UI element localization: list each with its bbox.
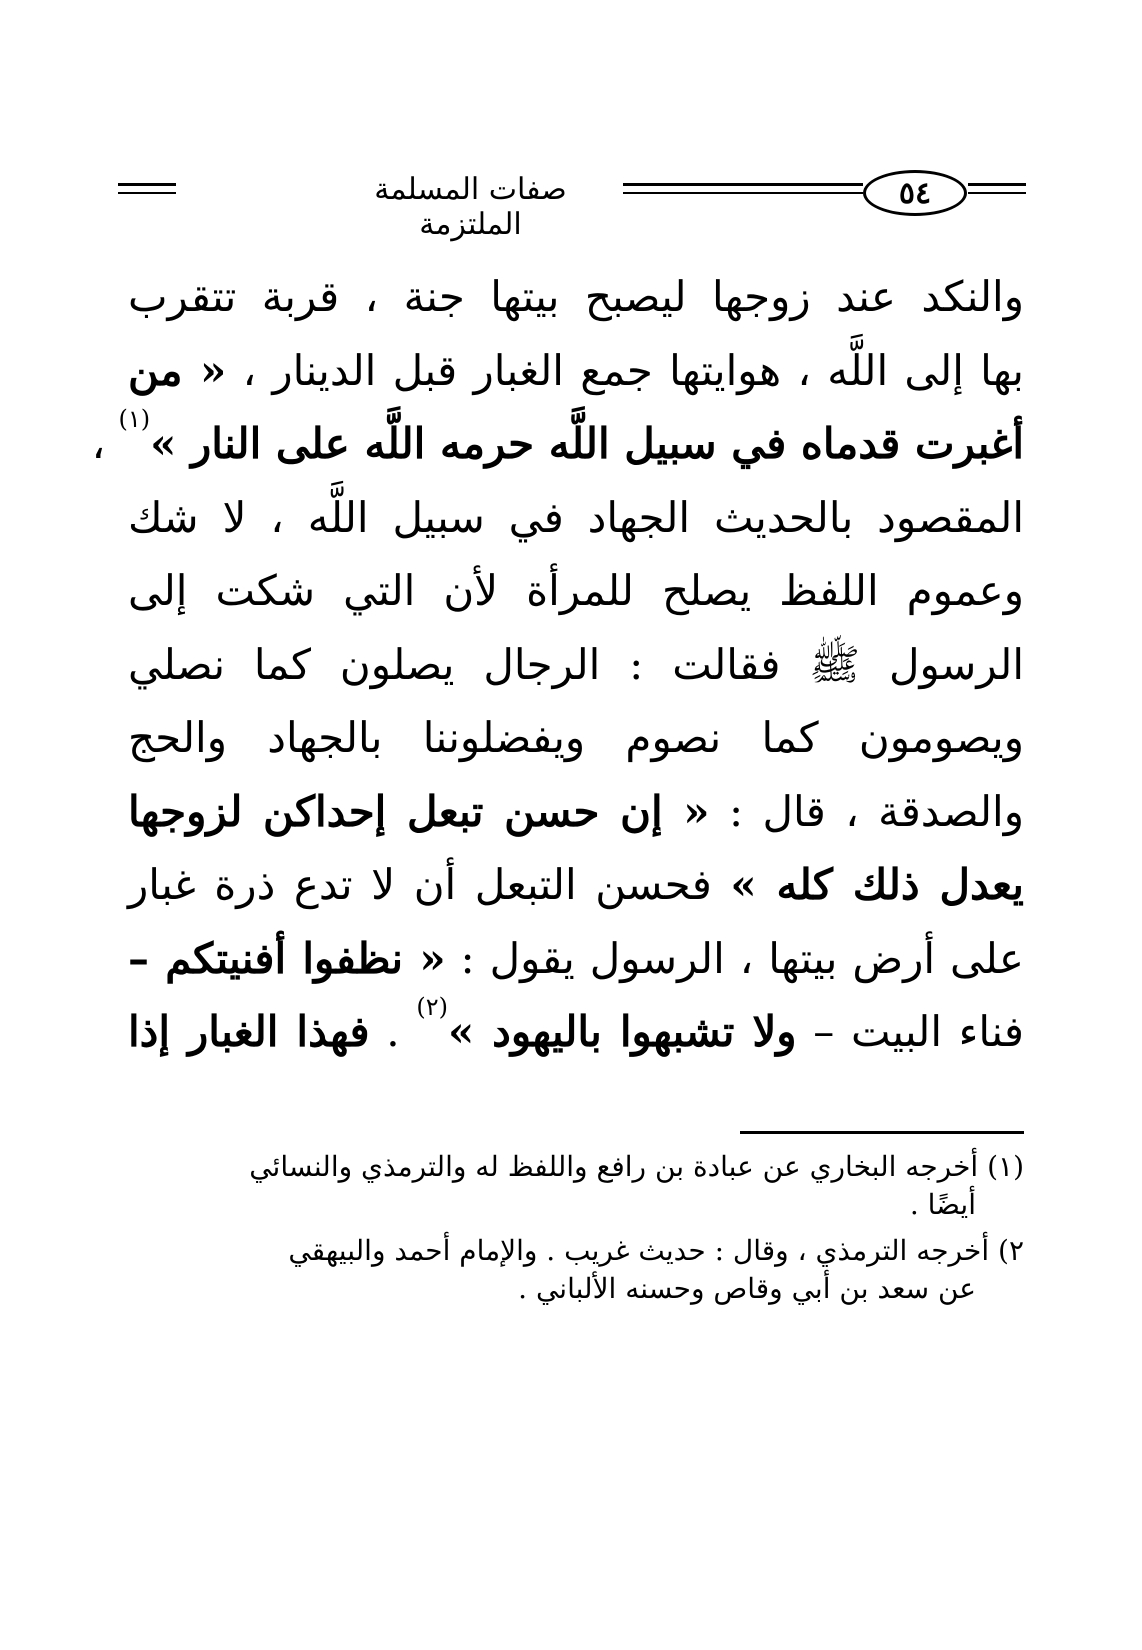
hadith-quote: « من [128, 345, 227, 395]
text-line-2 [128, 334, 1024, 408]
footnote-marker: (١) [987, 1150, 1024, 1183]
text-segment: ويصومون كما نصوم ويفضلوننا بالجهاد والحج [128, 713, 1024, 762]
footnote-continuation: أيضًا . [909, 1188, 976, 1221]
text-line-8 [128, 775, 1024, 849]
footnote-ref-1: (١) [118, 405, 151, 433]
text-segment: فناء البيت – [813, 1007, 1024, 1056]
text-line-3 [91, 405, 1024, 481]
header-rule-right-bottom [968, 192, 1026, 194]
text-line-7 [128, 701, 1024, 775]
hadith-quote: أغبرت قدماه في سبيل اللَّه حرمه اللَّه على النار » [150, 419, 1024, 468]
text-line-9 [128, 848, 1024, 922]
text-line-6 [128, 628, 1024, 702]
text-segment: والصدقة ، قال : [728, 786, 1024, 836]
footnote-text: أخرجه الترمذي ، وقال : حديث غريب . والإمام أحمد والبيهقي [288, 1234, 990, 1267]
text-line-11: فناء البيت – ولا تشبهوا باليهود »$^{(٢)}$ . فهذا الغبار إذا [128, 993, 1024, 1056]
text-segment: وعموم اللفظ يصلح للمرأة لأن التي شكت إلى [128, 566, 1024, 615]
page-header [118, 170, 1026, 242]
hadith-quote: يعدل ذلك كله » [730, 860, 1024, 909]
text-line-1 [128, 260, 1024, 334]
footnote-2 [128, 1232, 1024, 1308]
text-segment: والنكد عند زوجها ليصبح بيتها جنة ، قربة تتقرب [128, 272, 1024, 321]
hadith-quote: « نظفوا أفنيتكم – [128, 933, 446, 983]
text-line-10 [128, 922, 1024, 996]
footnote-ref-2: (٢) [416, 993, 448, 1021]
book-title: صفات المسلمة الملتزمة [374, 172, 567, 242]
header-rule-left-bottom [118, 192, 176, 194]
main-text [91, 260, 1024, 1069]
text-segment: فهذا الغبار إذا [128, 1007, 370, 1056]
text-segment: بها إلى اللَّه ، هوايتها جمع الغبار قبل الدينار ، [242, 345, 1024, 395]
footnote-text: أخرجه البخاري عن عبادة بن رافع واللفظ له والترمذي والنسائي [249, 1150, 979, 1183]
hadith-quote: « إن حسن تبعل إحداكن لزوجها [128, 786, 710, 836]
text-segment: على أرض بيتها ، الرسول يقول : [460, 933, 1024, 983]
text-segment: المقصود بالحديث الجهاد في سبيل اللَّه ، لا شك [128, 492, 1024, 542]
text-segment: فحسن التبعل أن لا تدع ذرة غبار [128, 860, 712, 909]
footnote-continuation: عن سعد بن أبي وقاص وحسنه الألباني . [518, 1272, 976, 1305]
footnote-separator [740, 1131, 1024, 1134]
text-segment: ، [91, 419, 119, 468]
footnotes [128, 1148, 1024, 1308]
text-line-5 [128, 554, 1024, 628]
header-rule-middle-bottom [623, 192, 863, 194]
header-rule-right-top [968, 183, 1026, 186]
text-segment: الرسول ﷺ فقالت : الرجال يصلون كما نصلي [128, 639, 1024, 689]
footnote-marker: ٢) [998, 1234, 1024, 1267]
hadith-quote: ولا تشبهوا باليهود » [447, 1007, 797, 1056]
header-rule-middle-top [623, 183, 863, 186]
text-line-4 [128, 481, 1024, 555]
header-rule-left-top [118, 183, 176, 186]
page-number: ٥٤ [863, 170, 967, 216]
footnote-1 [128, 1148, 1024, 1224]
